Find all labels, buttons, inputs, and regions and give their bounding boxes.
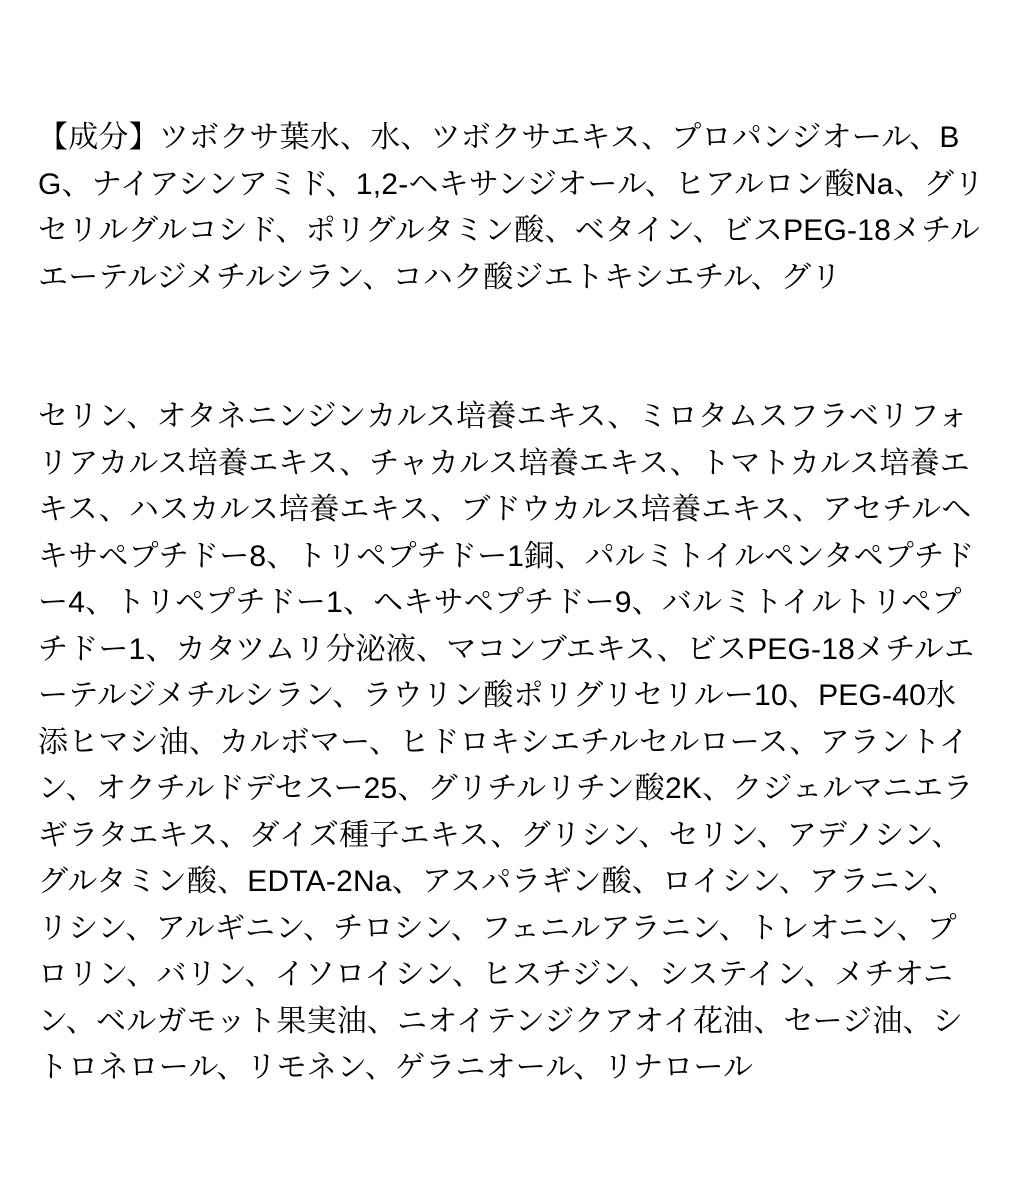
ingredients-paragraph-1: 【成分】ツボクサ葉水、水、ツボクサエキス、プロパンジオール、BG、ナイアシンアミド、1,2-ヘキサンジオール、ヒアルロン酸Na、グリセリルグルコシド、ポリグルタミン酸、ベタイン、ビスPEG-18メチルエーテルジメチルシラン、コハク酸ジエトキシエチル、グリ [38,121,985,294]
ingredients-paragraph-2: セリン、オタネニンジンカルス培養エキス、ミロタムスフラベリフォリアカルス培養エキス、チャカルス培養エキス、トマトカルス培養エキス、ハスカルス培養エキス、ブドウカルス培養エキス、アセチルヘキサペプチドー8、トリペプチドー1銅、パルミトイルペンタペプチドー4、トリペプチドー1、ヘキサペプチドー9、バルミトイルトリペプチドー1、カタツムリ分泌液、マコンブエキス、ビスPEG-18メチルエーテルジメチルシラン、ラウリン酸ポリグリセリルー10、PEG-40水添ヒマシ油、カルボマー、ヒドロキシエチルセルロース、アラントイン、オクチルドデセスー25、グリチルリチン酸2K、クジェルマニエラギラタエキス、ダイズ種子エキス、グリシン、セリン、アデノシン、グルタミン酸、EDTA-2Na、アスパラギン酸、ロイシン、アラニン、リシン、アルギニン、チロシン、フェニルアラニン、トレオニン、プロリン、バリン、イソロイシン、ヒスチジン、システイン、メチオニン、ベルガモット果実油、ニオイテンジクアオイ花油、セージ油、シトロネロール、リモネン、ゲラニオール、リナロール [38,400,975,1084]
ingredients-list [38,22,986,1185]
